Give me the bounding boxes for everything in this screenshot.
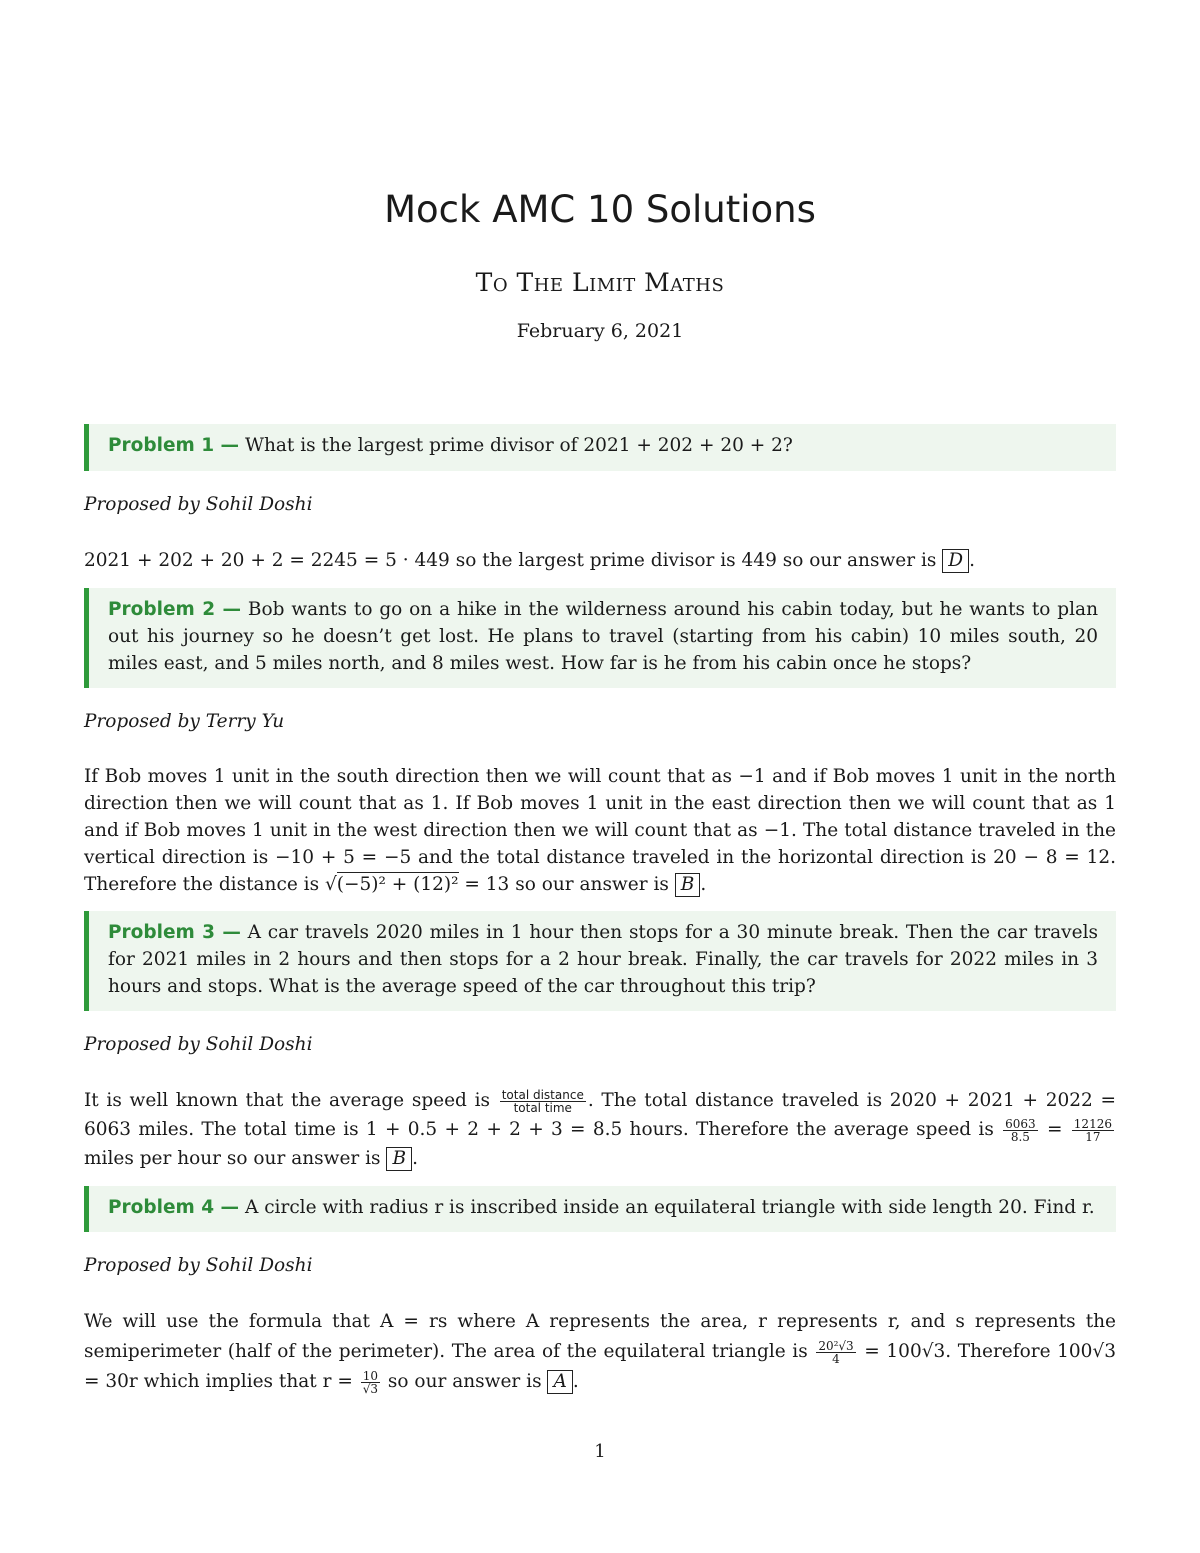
fraction-numerator: 20²√3 — [818, 1338, 854, 1353]
problem-3-solution — [84, 1086, 1116, 1173]
fraction-denominator: √3 — [362, 1381, 379, 1396]
problem-3-solution-b: . The total distance traveled is 2020 + 2021 + 2022 = 6063 miles. The total time is 1 + 0.5 + 2 + 2 + 3 = 8.5 hours. Therefore the average speed is — [84, 1090, 1116, 1140]
problem-2-box — [84, 588, 1116, 688]
problem-3-fraction-speed — [500, 1089, 586, 1114]
problem-4-answer-box: A — [547, 1370, 572, 1394]
problem-2-solution: If Bob moves 1 unit in the south direction then we will count that as −1 and if Bob moves 1 unit in the north direction then we will count that as 1. If Bob moves 1 unit in the east direction then we will count that as 1 and if Bob moves 1 unit in the west direction then we will count that as −1. The total distance traveled in the vertical direction is −10 + 5 = −5 and the total distance traveled in the horizontal direction is 20 − 8 = 12. Therefore the distance is √(−5)² + (12)² = 13 so our answer is B . — [84, 766, 1116, 895]
problem-4-proposed: Proposed by Sohil Doshi — [84, 1255, 313, 1276]
problem-1-proposed: Proposed by Sohil Doshi — [84, 494, 313, 515]
fraction-denominator: 8.5 — [1010, 1129, 1030, 1144]
fraction-numerator: 12126 — [1073, 1116, 1112, 1131]
problem-3-solution-a: It is well known that the average speed is — [84, 1090, 491, 1111]
problem-2-text: Bob wants to go on a hike in the wilderness around his cabin today, but he wants to plan out his journey so he doesn’t get lost. He plans to travel (starting from his cabin) 10 miles south, 20 miles east, and 5 miles north, and 8 miles west. How far is he from his cabin once he stops? — [108, 599, 1098, 674]
problem-2-radical: (−5)² + (12)² — [336, 874, 459, 895]
document-date: February 6, 2021 — [516, 320, 684, 342]
problem-4-fraction-area — [816, 1340, 855, 1365]
fraction-numerator: total distance — [501, 1087, 584, 1102]
problem-3-solution-c: miles per hour so our answer is — [84, 1148, 381, 1169]
problem-3-answer-box: B — [386, 1147, 412, 1171]
fraction-denominator: total time — [513, 1100, 572, 1115]
problem-1-text: What is the largest prime divisor of 2021 + 202 + 20 + 2? — [244, 435, 793, 456]
problem-4-fraction-r — [361, 1370, 380, 1395]
problem-4-solution-end: . — [572, 1371, 579, 1392]
problem-2-proposed: Proposed by Terry Yu — [84, 711, 285, 732]
fraction-denominator: 4 — [832, 1351, 840, 1366]
fraction-numerator: 10 — [362, 1368, 379, 1383]
fraction-denominator: 17 — [1085, 1129, 1101, 1144]
fraction-numerator: 6063 — [1005, 1116, 1036, 1131]
document-title: Mock AMC 10 Solutions — [384, 188, 816, 231]
page-number: 1 — [594, 1441, 606, 1462]
problem-4-solution-c: so our answer is — [387, 1371, 542, 1392]
problem-3-equals: = — [1046, 1119, 1063, 1140]
problem-2-solution-end: . — [700, 874, 707, 895]
problem-1-solution — [84, 547, 1116, 574]
problem-3-proposed: Proposed by Sohil Doshi — [84, 1034, 313, 1055]
problem-4-solution-b: = 100√3. Therefore 100√3 = 30r which implies that r = — [84, 1341, 1116, 1392]
problem-1-box — [84, 424, 1116, 471]
problem-3-label: Problem 3 — — [108, 922, 241, 943]
problem-4-label: Problem 4 — — [108, 1197, 240, 1218]
problem-3-fraction-avg — [1003, 1118, 1038, 1143]
problem-3-box — [84, 911, 1116, 1011]
problem-1-label: Problem 1 — — [108, 435, 240, 456]
problem-2-solution-mid: = 13 so our answer is — [464, 874, 669, 895]
problem-2-label: Problem 2 — — [108, 599, 242, 620]
problem-2-answer-box: B — [675, 873, 701, 897]
problem-4-solution-a: We will use the formula that A = rs where A represents the area, r represents r, and s represents the semiperimeter (half of the perimeter). The area of the equilateral triangle is — [84, 1311, 1116, 1362]
problem-3-solution-end: . — [412, 1148, 418, 1169]
problem-2-solution-text: If Bob moves 1 unit in the south direction then we will count that as −1 and if Bob moves 1 unit in the north direction then we will count that as 1. If Bob moves 1 unit in the east direction then we will count that as 1 and if Bob moves 1 unit in the west direction then we will count that as −1. The total distance traveled in the vertical direction is −10 + 5 = −5 and the total distance traveled in the horizontal direction is 20 − 8 = 12. Therefore the distance is — [84, 766, 1116, 895]
problem-4-solution — [84, 1307, 1116, 1397]
problem-1-solution-end: . — [969, 550, 975, 571]
problem-4-box — [84, 1186, 1116, 1232]
problem-3-fraction-result — [1072, 1118, 1114, 1143]
problem-4-text: A circle with radius r is inscribed inside an equilateral triangle with side length 20. Find r. — [244, 1197, 1095, 1218]
problem-1-answer-box: D — [942, 549, 969, 573]
document-author: To The Limit Maths — [475, 268, 725, 297]
problem-1-solution-text: 2021 + 202 + 20 + 2 = 2245 = 5 · 449 so the largest prime divisor is 449 so our answer is — [84, 550, 937, 571]
problem-3-text: A car travels 2020 miles in 1 hour then stops for a 30 minute break. Then the car travels for 2021 miles in 2 hours and then stops for a 2 hour break. Finally, the car travels for 2022 miles in 3 hours and stops. What is the average speed of the car throughout this trip? — [108, 922, 1098, 997]
